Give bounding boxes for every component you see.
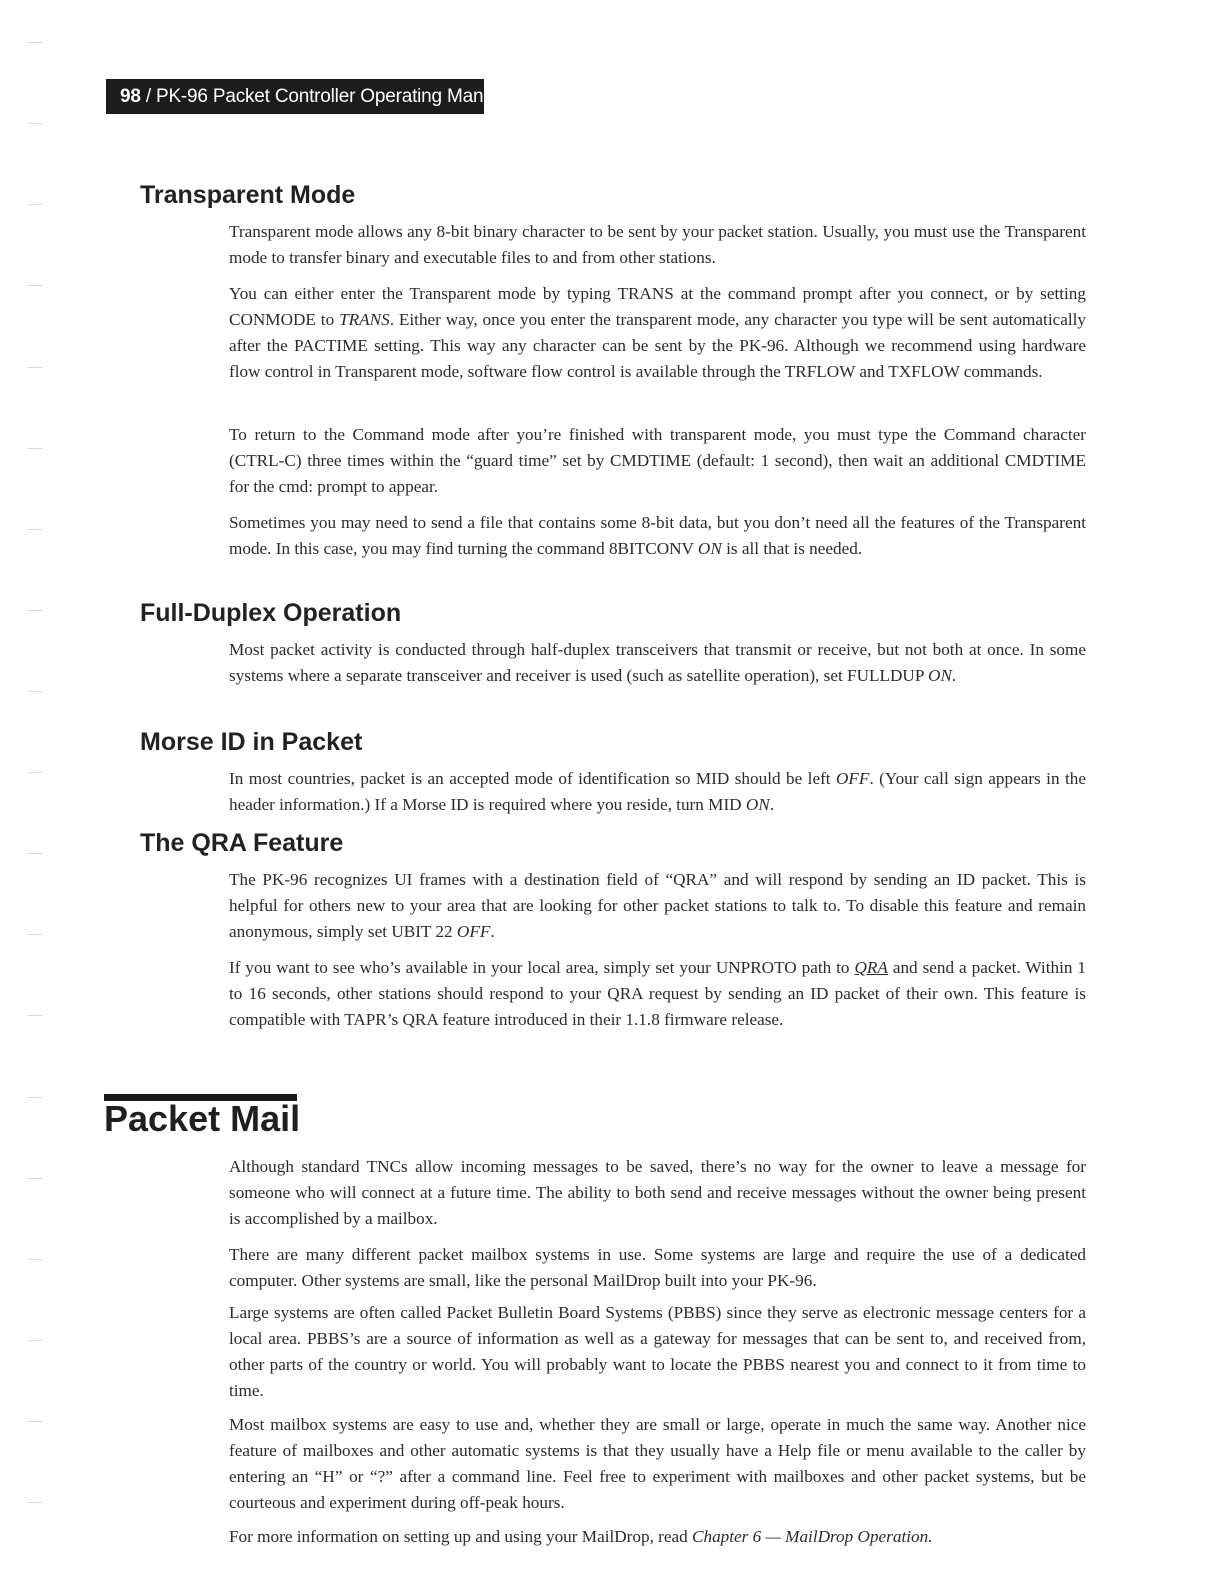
paragraph: Most packet activity is conducted through half-duplex transceivers that transmit or receive, but not both at once. In some systems where a separate transceiver and receiver is used (such as satellite operation), set FULLDUP ON. (229, 640, 1086, 685)
paragraph: To return to the Command mode after you’re finished with transparent mode, you must type the Command character (CTRL-C) three times within the “guard time” set by CMDTIME (default: 1 second), then wait an additional CMDTIME for the cmd: prompt to appear. (229, 425, 1086, 496)
paragraph: Most mailbox systems are easy to use and, whether they are small or large, operate in much the same way. Another nice feature of mailboxes and other automatic systems is that they usually have a Help file or menu available to the caller by entering an “H” or “?” after a command line. Feel free to experiment with mailboxes and other packet systems, but be courteous and experiment during off-peak hours. (229, 1415, 1086, 1512)
heading-transparent-mode: Transparent Mode (140, 181, 356, 209)
heading-full-duplex: Full-Duplex Operation (140, 599, 402, 627)
binding-margin-marks (28, 0, 42, 1584)
paragraph: If you want to see who’s available in your local area, simply set your UNPROTO path to QRA and send a packet. Within 1 to 16 seconds, other stations should respond to your QRA request by sending an ID packet of their own. This feature is compatible with TAPR’s QRA feature introduced in their 1.1.8 firmware release. (229, 958, 1086, 1029)
paragraph: You can either enter the Transparent mode by typing TRANS at the command prompt after you connect, or by setting CONMODE to TRANS. Either way, once you enter the transparent mode, any character you type will be sent automatically after the PACTIME setting. This way any character can be sent by the PK-96. Although we recommend using hardware flow control in Transparent mode, software flow control is available through the TRFLOW and TXFLOW commands. (229, 284, 1086, 381)
paragraph: There are many different packet mailbox systems in use. Some systems are large and require the use of a dedicated computer. Other systems are small, like the personal MailDrop built into your PK-96. (229, 1245, 1086, 1290)
running-header (106, 79, 509, 114)
paragraph: The PK-96 recognizes UI frames with a destination field of “QRA” and will respond by sending an ID packet. This is helpful for others new to your area that are looking for other packet stations to talk to. To disable this feature and remain anonymous, simply set UBIT 22 OFF. (229, 870, 1086, 941)
header-separator: / (140, 86, 156, 107)
page-number: 98 (120, 86, 141, 107)
heading-packet-mail: Packet Mail (104, 1098, 301, 1139)
paragraph: Although standard TNCs allow incoming messages to be saved, there’s no way for the owner to leave a message for someone who will connect at a future time. The ability to both send and receive messages without the owner being present is accomplished by a mailbox. (229, 1157, 1086, 1228)
paragraph: For more information on setting up and using your MailDrop, read Chapter 6 — MailDrop Operation. (229, 1527, 933, 1546)
paragraph: Sometimes you may need to send a file that contains some 8-bit data, but you don’t need all the features of the Transparent mode. In this case, you may find turning the command 8BITCONV ON is all that is needed. (229, 513, 1086, 558)
paragraph: Transparent mode allows any 8-bit binary character to be sent by your packet station. Usually, you must use the Transparent mode to transfer binary and executable files to and from other stations. (229, 222, 1086, 267)
heading-qra-feature: The QRA Feature (140, 829, 344, 857)
heading-morse-id: Morse ID in Packet (140, 728, 363, 756)
paragraph: Large systems are often called Packet Bulletin Board Systems (PBBS) since they serve as electronic message centers for a local area. PBBS’s are a source of information as well as a gateway for messages that can be sent to, and received from, other parts of the country or world. You will probably want to locate the PBBS nearest you and connect to it from time to time. (229, 1303, 1086, 1400)
paragraph: In most countries, packet is an accepted mode of identification so MID should be left OFF. (Your call sign appears in the header information.) If a Morse ID is required where you reside, turn MID ON. (229, 769, 1086, 814)
manual-title: PK-96 Packet Controller Operating Manual (155, 86, 509, 107)
